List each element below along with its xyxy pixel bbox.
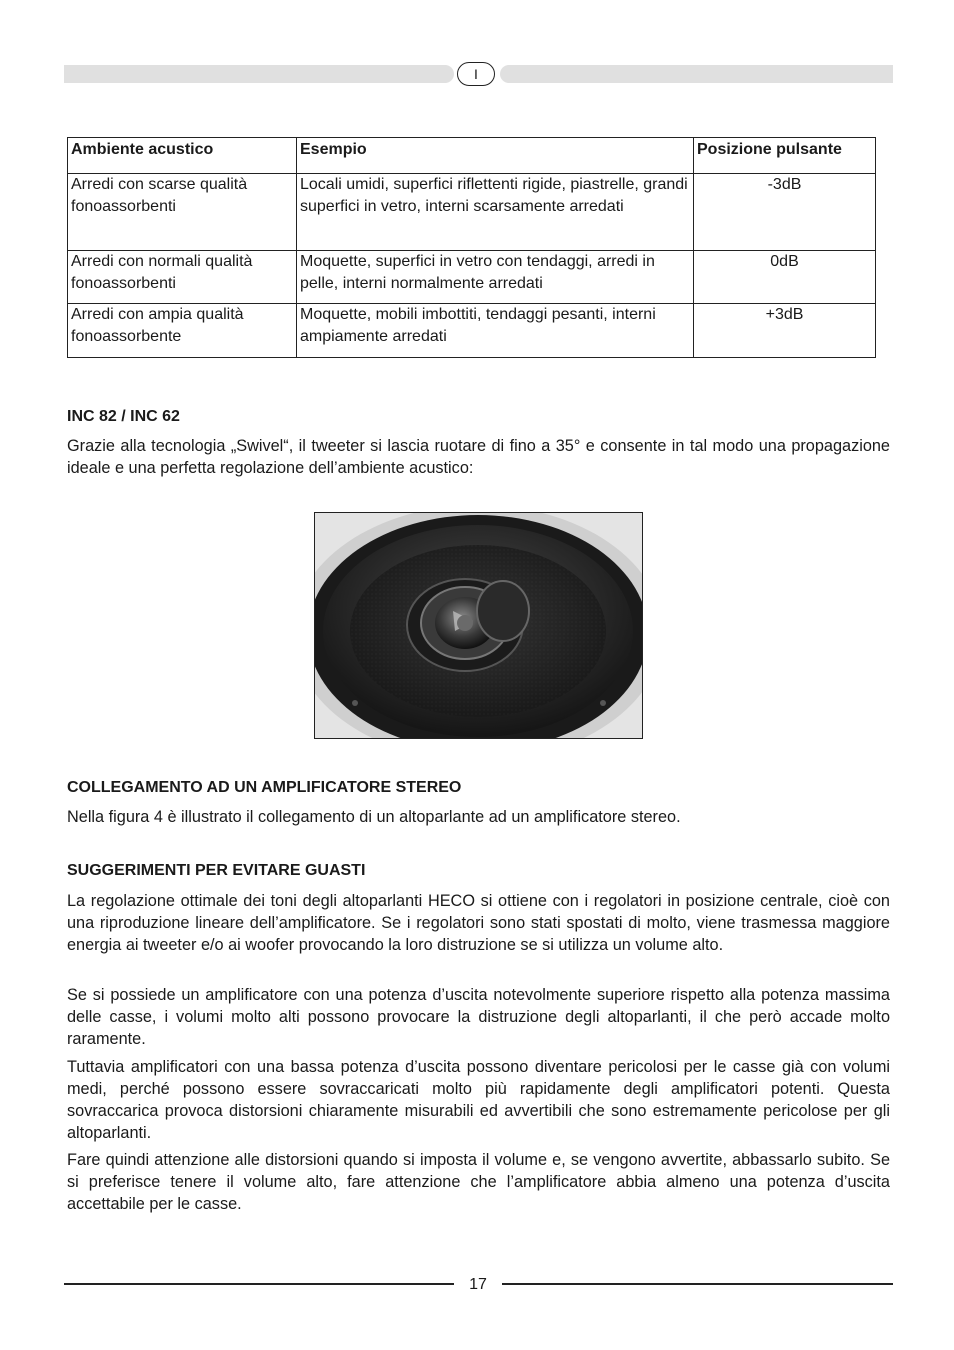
footer-rule-left bbox=[64, 1283, 454, 1285]
inc-paragraph: Grazie alla tecnologia „Swivel“, il tweeter si lascia ruotare di fino a 35° e consente in tal modo una propagazione ideale e una perfetta regolazione dell’ambiente acustico: bbox=[67, 437, 890, 477]
cell-esempio: Moquette, superfici in vetro con tendaggi, arredi in pelle, interni normalmente arredati bbox=[297, 251, 694, 304]
table-row bbox=[68, 304, 876, 358]
inc-heading: INC 82 / INC 62 bbox=[67, 408, 180, 425]
cell-esempio: Moquette, mobili imbottiti, tendaggi pesanti, interni ampiamente arredati bbox=[297, 304, 694, 358]
collegamento-heading: COLLEGAMENTO AD UN AMPLIFICATORE STEREO bbox=[67, 779, 462, 796]
speaker-photo bbox=[314, 512, 643, 739]
column-header-ambiente: Ambiente acustico bbox=[68, 138, 297, 174]
cell-posizione: 0dB bbox=[694, 251, 876, 304]
suggerimenti-heading: SUGGERIMENTI PER EVITARE GUASTI bbox=[67, 862, 366, 879]
cell-ambiente: Arredi con normali qualità fonoassorbenti bbox=[68, 251, 297, 304]
table-header-row bbox=[68, 138, 876, 174]
cell-esempio: Locali umidi, superfici riflettenti rigide, piastrelle, grandi superfici in vetro, interni scarsamente arredati bbox=[297, 174, 694, 251]
header-bar-cap-left bbox=[440, 65, 454, 83]
column-header-posizione: Posizione pulsante bbox=[694, 138, 876, 174]
table-row bbox=[68, 251, 876, 304]
suggerimenti-paragraph-4: Fare quindi attenzione alle distorsioni quando si imposta il volume e, se vengono avvertite, abbassarlo subito. Se si preferisce tenere il volume alto, fare attenzione che l’amplificatore abbia almeno una potenza d’uscita accettabile per le casse. bbox=[67, 1151, 890, 1213]
footer-rule-right bbox=[502, 1283, 893, 1285]
cell-posizione: -3dB bbox=[694, 174, 876, 251]
cell-ambiente: Arredi con scarse qualità fonoassorbenti bbox=[68, 174, 297, 251]
acoustic-environment-table bbox=[67, 137, 876, 358]
header-bar-left bbox=[64, 65, 446, 83]
suggerimenti-paragraph-2: Se si possiede un amplificatore con una potenza d’uscita notevolmente superiore rispetto alla potenza massima delle casse, i volumi molto alti possono provocare la distruzione degli altoparlanti, il che però accade molto raramente. bbox=[67, 986, 890, 1048]
language-badge: I bbox=[457, 62, 495, 86]
cell-posizione: +3dB bbox=[694, 304, 876, 358]
table-row bbox=[68, 174, 876, 251]
collegamento-paragraph: Nella figura 4 è illustrato il collegamento di un altoparlante ad un amplificatore stereo. bbox=[67, 808, 681, 826]
column-header-esempio: Esempio bbox=[297, 138, 694, 174]
speaker-illustration bbox=[315, 513, 642, 738]
page-number: 17 bbox=[469, 1276, 487, 1293]
header-bar-right bbox=[508, 65, 893, 83]
suggerimenti-paragraph-3: Tuttavia amplificatori con una bassa potenza d’uscita possono diventare pericolosi per le casse già con volumi medi, perché possono essere sovraccaricati molto più rapidamente degli amplificatori potenti. Questa sovraccarica provoca distorsioni chiaramente misurabili ed avvertibili che sono estremamente pericolose per gli altoparlanti. bbox=[67, 1058, 890, 1142]
cell-ambiente: Arredi con ampia qualità fonoassorbente bbox=[68, 304, 297, 358]
suggerimenti-paragraph-1: La regolazione ottimale dei toni degli altoparlanti HECO si ottiene con i regolatori in posizione centrale, cioè con una riproduzione lineare dell’amplificatore. Se i regolatori sono stati spostati di molto, viene trasmessa maggiore energia ai tweeter e/o ai woofer provocando la loro distruzione se si utilizza un volume alto. bbox=[67, 892, 890, 954]
